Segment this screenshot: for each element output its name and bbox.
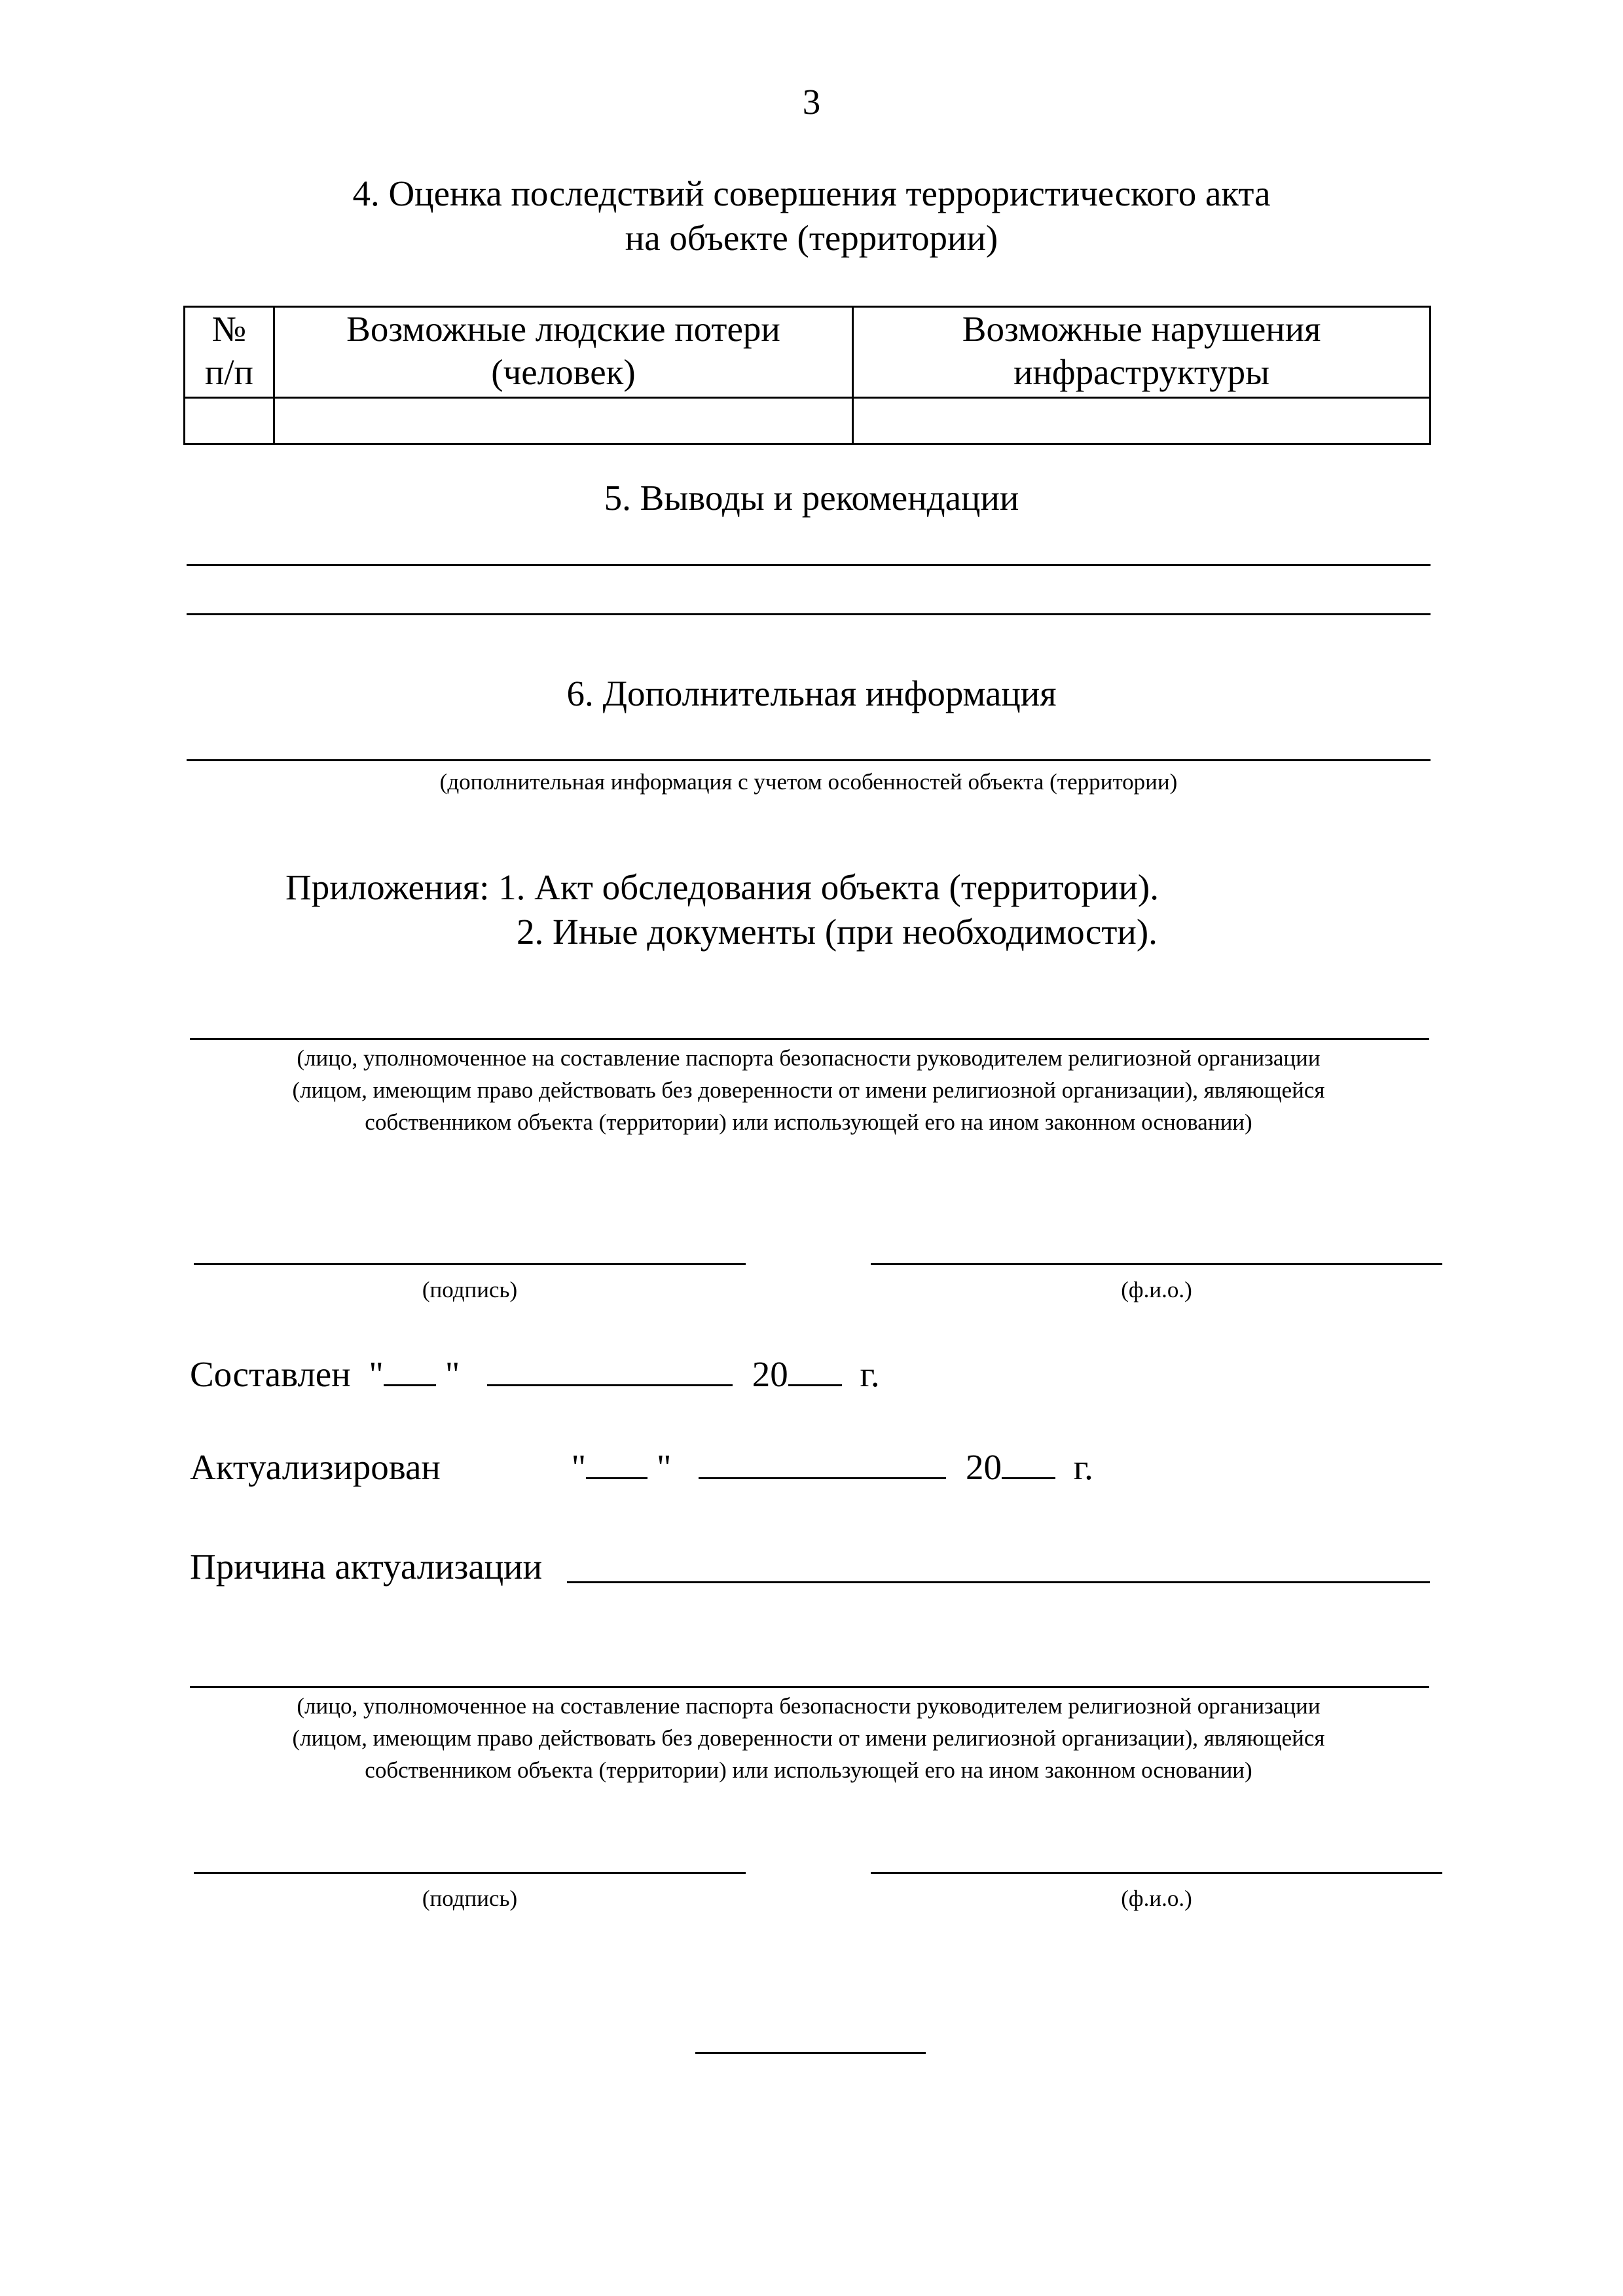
col-infrastructure-header bbox=[853, 307, 1431, 398]
compiled-label: Составлен bbox=[190, 1354, 351, 1394]
conclusions-line-2[interactable] bbox=[187, 613, 1431, 615]
fio-line-1[interactable] bbox=[871, 1263, 1442, 1265]
col-infrastructure-header-line2: инфраструктуры bbox=[1013, 352, 1270, 392]
authorized-person-2-line3: собственником объекта (территории) или использующей его на ином законном основании) bbox=[365, 1757, 1252, 1783]
col-number-header-line2: п/п bbox=[204, 352, 253, 392]
authorized-person-2-line1: (лицо, уполномоченное на составление паспорта безопасности руководителем религиозной организации bbox=[297, 1693, 1321, 1719]
compiled-quote-close: " bbox=[445, 1354, 460, 1394]
compiled-date-row bbox=[190, 1352, 880, 1397]
fio-label-2: (ф.и.о.) bbox=[1121, 1886, 1192, 1911]
updated-day-field[interactable] bbox=[586, 1446, 647, 1479]
updated-date-row bbox=[190, 1445, 1093, 1490]
compiled-month-field[interactable] bbox=[487, 1353, 733, 1386]
signature-label-1: (подпись) bbox=[422, 1277, 518, 1302]
table-cell-infrastructure[interactable] bbox=[853, 398, 1431, 444]
authorized-person-line-2[interactable] bbox=[190, 1686, 1429, 1688]
table-cell-casualties[interactable] bbox=[274, 398, 852, 444]
signature-line-2[interactable] bbox=[194, 1872, 746, 1874]
compiled-year-field[interactable] bbox=[788, 1353, 842, 1386]
section6-title: 6. Дополнительная информация bbox=[566, 673, 1057, 713]
authorized-person-1-line2: (лицом, имеющим право действовать без доверенности от имени религиозной организации), являющейся bbox=[292, 1077, 1325, 1103]
fio-line-2[interactable] bbox=[871, 1872, 1442, 1874]
consequences-table bbox=[183, 306, 1431, 445]
section4-title-line1: 4. Оценка последствий совершения террористического акта bbox=[352, 173, 1271, 213]
authorized-person-1-line1: (лицо, уполномоченное на составление паспорта безопасности руководителем религиозной организации bbox=[297, 1045, 1321, 1071]
col-casualties-header-line1: Возможные людские потери bbox=[346, 309, 780, 349]
authorized-person-1-line3: собственником объекта (территории) или использующей его на ином законном основании) bbox=[365, 1109, 1252, 1135]
updated-year-field[interactable] bbox=[1002, 1446, 1055, 1479]
updated-year-suffix: г. bbox=[1073, 1447, 1093, 1487]
updated-month-field[interactable] bbox=[699, 1446, 946, 1479]
attachment-item-1: 1. Акт обследования объекта (территории). bbox=[498, 867, 1159, 907]
table-row bbox=[185, 398, 1431, 444]
signature-label-2: (подпись) bbox=[422, 1886, 518, 1911]
compiled-quote-open: " bbox=[369, 1354, 384, 1394]
additional-info-line[interactable] bbox=[187, 759, 1431, 761]
reason-field[interactable] bbox=[567, 1581, 1430, 1583]
col-infrastructure-header-line1: Возможные нарушения bbox=[962, 309, 1321, 349]
fio-label-1: (ф.и.о.) bbox=[1121, 1277, 1192, 1302]
authorized-person-1 bbox=[157, 1042, 1460, 1138]
col-casualties-header-line2: (человек) bbox=[491, 352, 636, 392]
reason-label: Причина актуализации bbox=[190, 1547, 543, 1587]
attachment-item-2: 2. Иные документы (при необходимости). bbox=[517, 912, 1158, 952]
signature-line-1[interactable] bbox=[194, 1263, 746, 1265]
updated-quote-close: " bbox=[657, 1447, 672, 1487]
compiled-day-field[interactable] bbox=[384, 1353, 436, 1386]
compiled-year-suffix: г. bbox=[860, 1354, 880, 1394]
compiled-year-prefix: 20 bbox=[752, 1354, 788, 1394]
table-header-row bbox=[185, 307, 1431, 398]
col-number-header-line1: № bbox=[211, 309, 247, 349]
updated-quote-open: " bbox=[571, 1447, 587, 1487]
updated-year-prefix: 20 bbox=[965, 1447, 1002, 1487]
end-separator bbox=[695, 2052, 926, 2054]
updated-label: Актуализирован bbox=[190, 1447, 441, 1487]
section4-title-line2: на объекте (территории) bbox=[625, 218, 998, 258]
section5-title: 5. Выводы и рекомендации bbox=[604, 478, 1019, 518]
authorized-person-line-1[interactable] bbox=[190, 1038, 1429, 1040]
conclusions-line-1[interactable] bbox=[187, 564, 1431, 566]
col-number-header bbox=[185, 307, 274, 398]
page-number: 3 bbox=[802, 82, 821, 122]
attachments-label: Приложения: bbox=[285, 867, 490, 907]
authorized-person-2-line2: (лицом, имеющим право действовать без доверенности от имени религиозной организации), являющейся bbox=[292, 1725, 1325, 1751]
col-casualties-header bbox=[274, 307, 852, 398]
additional-info-hint: (дополнительная информация с учетом особенностей объекта (территории) bbox=[439, 769, 1178, 795]
authorized-person-2 bbox=[157, 1690, 1460, 1786]
table-cell-number[interactable] bbox=[185, 398, 274, 444]
